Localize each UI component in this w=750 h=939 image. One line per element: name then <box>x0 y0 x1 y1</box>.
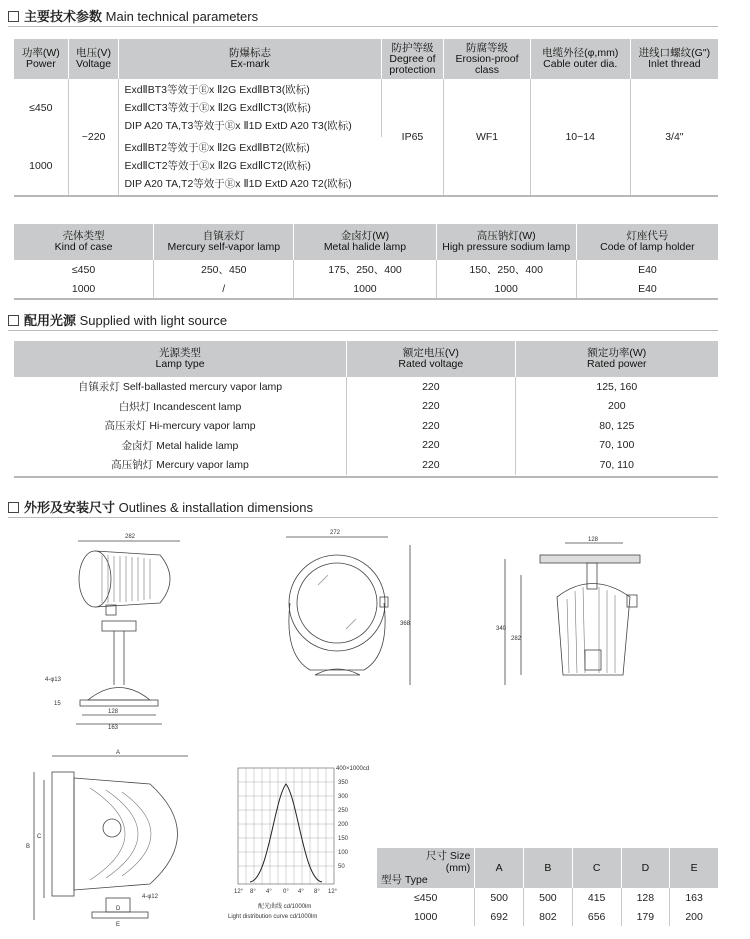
header-rated-voltage: 额定电压(V) Rated voltage <box>347 341 516 377</box>
header-erosion: 防腐等级 Erosion-proof class <box>444 39 530 79</box>
checkbox-icon <box>8 11 19 22</box>
svg-text:250: 250 <box>338 808 349 814</box>
drawing-ceiling-view <box>495 535 665 705</box>
header-metal-halide: 金卤灯(W) Metal halide lamp <box>294 224 436 260</box>
header-case: 壳体类型 Kind of case <box>14 224 154 260</box>
erosion-value: WF1 <box>444 79 530 195</box>
checkbox-icon <box>8 315 19 326</box>
main-params-table <box>14 39 718 195</box>
svg-text:E: E <box>116 922 121 928</box>
divider <box>8 330 718 331</box>
exmark-1000: ExdⅡBT2等效于Ⓔx Ⅱ2G ExdⅡBT2(欧标) ExdⅡCT2等效于Ⓔx Ⅱ2G ExdⅡCT2(欧标) DIP A20 TA,T2等效于Ⓔx Ⅱ1D ExtD A20 T2(欧标) <box>124 142 352 190</box>
svg-text:282: 282 <box>511 636 522 642</box>
svg-text:163: 163 <box>108 725 119 730</box>
table-row: 1000 692 802 656 179 200 <box>377 907 718 926</box>
svg-text:50: 50 <box>338 864 345 870</box>
table-row: 1000 / 1000 1000 E40 <box>14 279 718 298</box>
header-rated-power: 额定功率(W) Rated power <box>515 341 718 377</box>
header-cable: 电缆外径(φ,mm) Cable outer dia. <box>530 39 630 79</box>
table-bottom-rule <box>14 298 718 300</box>
header-mercury: 自镇汞灯 Mercury self-vapor lamp <box>154 224 294 260</box>
svg-text:128: 128 <box>108 709 119 715</box>
dimension-table <box>377 848 718 926</box>
svg-text:150: 150 <box>338 836 349 842</box>
corner-header: 尺寸 Size (mm) 型号 Type <box>377 848 475 888</box>
header-d: D <box>621 848 670 888</box>
header-voltage: 电压(V) Voltage <box>68 39 119 79</box>
section-main-title: 主要技术参数 Main technical parameters <box>8 6 258 25</box>
header-holder: 灯座代号 Code of lamp holder <box>576 224 718 260</box>
svg-text:200: 200 <box>338 822 349 828</box>
svg-text:100: 100 <box>338 850 349 856</box>
svg-text:B: B <box>26 844 31 850</box>
header-power: 功率(W) Power <box>14 39 68 79</box>
svg-text:4°: 4° <box>298 889 304 895</box>
table-bottom-rule <box>14 476 718 478</box>
header-thread: 进线口螺纹(G") Inlet thread <box>630 39 718 79</box>
svg-text:A: A <box>116 750 121 756</box>
table-row: ≤450 250、450 175、250、400 150、250、400 E40 <box>14 260 718 279</box>
drawing-side-view <box>40 525 220 730</box>
table-row: 自镇汞灯 Self-ballasted mercury vapor lamp 220 125, 160 <box>14 377 718 397</box>
svg-text:12°: 12° <box>234 889 244 895</box>
power-450: ≤450 <box>14 79 68 137</box>
svg-text:272: 272 <box>330 530 341 536</box>
svg-text:4-φ12: 4-φ12 <box>142 894 158 900</box>
drawing-front-view <box>270 525 420 695</box>
svg-text:15: 15 <box>54 701 61 707</box>
svg-text:C: C <box>37 834 42 840</box>
table-row: ≤450 500 500 415 128 163 <box>377 888 718 907</box>
table-bottom-rule <box>14 195 718 197</box>
svg-text:Light distribution curve cd/10: Light distribution curve cd/1000lm <box>228 914 318 920</box>
lamp-holder-table <box>14 224 718 298</box>
svg-text:400×1000cd: 400×1000cd <box>336 766 370 772</box>
section-outline-title: 外形及安装尺寸 Outlines & installation dimensions <box>8 497 313 516</box>
header-e: E <box>670 848 718 888</box>
header-sodium: 高压钠灯(W) High pressure sodium lamp <box>436 224 576 260</box>
svg-text:128: 128 <box>588 537 599 543</box>
exmark-450: ExdⅡBT3等效于Ⓔx Ⅱ2G ExdⅡBT3(欧标) ExdⅡCT3等效于Ⓔx Ⅱ2G ExdⅡCT3(欧标) DIP A20 TA,T3等效于Ⓔx Ⅱ1D ExtD A20 T3(欧标) <box>119 79 381 137</box>
header-exmark: 防爆标志 Ex-mark <box>119 39 381 79</box>
thread-value: 3/4" <box>665 131 684 143</box>
svg-text:8°: 8° <box>314 889 320 895</box>
checkbox-icon <box>8 502 19 513</box>
table-row: 高压钠灯 Mercury vapor lamp 220 70, 110 <box>14 455 718 475</box>
svg-text:0°: 0° <box>283 889 289 895</box>
light-distribution-curve <box>228 760 378 930</box>
table-row: 白炽灯 Incandescent lamp 220 200 <box>14 397 718 417</box>
light-source-table <box>14 341 718 475</box>
svg-text:282: 282 <box>125 534 136 540</box>
protection-value: IP65 <box>381 79 444 195</box>
svg-text:300: 300 <box>338 794 349 800</box>
header-protection: 防护等级 Degree of protection <box>381 39 444 79</box>
svg-text:12°: 12° <box>328 889 338 895</box>
cable-value: 10~14 <box>530 79 630 195</box>
svg-text:340: 340 <box>496 626 507 632</box>
svg-text:368: 368 <box>400 621 411 627</box>
svg-text:8°: 8° <box>250 889 256 895</box>
divider <box>8 26 718 27</box>
header-a: A <box>475 848 524 888</box>
header-lamp-type: 光源类型 Lamp type <box>14 341 347 377</box>
header-c: C <box>572 848 621 888</box>
divider <box>8 517 718 518</box>
power-1000: 1000 <box>14 137 68 195</box>
section-light-title: 配用光源 Supplied with light source <box>8 310 227 329</box>
svg-text:4-φ13: 4-φ13 <box>45 677 61 683</box>
svg-text:4°: 4° <box>266 889 272 895</box>
header-b: B <box>524 848 573 888</box>
voltage-value: ~220 <box>68 79 119 195</box>
svg-text:配光曲线 cd/1000lm: 配光曲线 cd/1000lm <box>258 904 312 910</box>
svg-text:D: D <box>116 906 121 912</box>
drawing-lettered-view <box>20 748 220 928</box>
svg-text:350: 350 <box>338 780 349 786</box>
table-row: 高压汞灯 Hi-mercury vapor lamp 220 80, 125 <box>14 416 718 436</box>
table-row: 金卤灯 Metal halide lamp 220 70, 100 <box>14 436 718 456</box>
